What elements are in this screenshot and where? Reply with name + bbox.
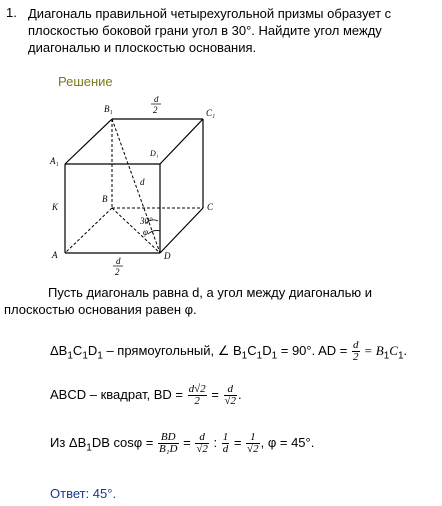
- label-top-2: 2: [153, 105, 158, 115]
- prism-figure: [40, 96, 240, 276]
- label-diagonal-d: d: [140, 177, 145, 187]
- problem-number: 1.: [6, 5, 17, 20]
- label-b: B: [102, 194, 108, 204]
- solution-line-2: ABCD – квадрат, BD = $\frac{d√2}{2}$ = $\frac{d}{√2}$ .: [50, 383, 242, 407]
- label-top-d: d: [154, 96, 159, 104]
- label-phi: φ: [143, 227, 148, 237]
- solution-line-1: $\Delta B_1C_1D_1$ – прямоугольный, ∠ $B_1C_1D_1 = 90^\circ$. AD = $\frac{d}{2}$ = $B_1C_1$.: [50, 339, 408, 363]
- label-bottom-d: d: [116, 256, 121, 266]
- label-c: C: [207, 202, 214, 212]
- solution-intro: Пусть диагональ равна d, а угол между диагональю и плоскостью основания равен φ.: [4, 285, 373, 317]
- solution-line-3: Из $\Delta B_1DB$ cosφ = $\frac{BD}{\text{B₁D}}$ = $\frac{d}{√2}$ : $\frac{1}{d}$ = $\frac{1}{√2}$ , φ = 45°.: [50, 431, 315, 455]
- label-angle-30: 30°: [140, 216, 153, 226]
- label-a: A: [52, 250, 58, 260]
- label-c1: C₁: [206, 108, 216, 118]
- label-b1: B₁: [104, 104, 113, 114]
- label-d1: D₁: [150, 149, 159, 158]
- label-k: K: [52, 202, 59, 212]
- solution-label: Решение: [58, 74, 113, 89]
- label-bottom-2: 2: [115, 267, 120, 276]
- label-a1: A₁: [50, 156, 59, 166]
- problem-text: Диагональ правильной четырехугольной призмы образует с плоскостью боковой грани угол в 30°. Найдите угол между диагональю и плоскостью основания.: [28, 6, 392, 55]
- answer-text: Ответ: 45°.: [50, 486, 117, 501]
- label-d: D: [164, 251, 171, 261]
